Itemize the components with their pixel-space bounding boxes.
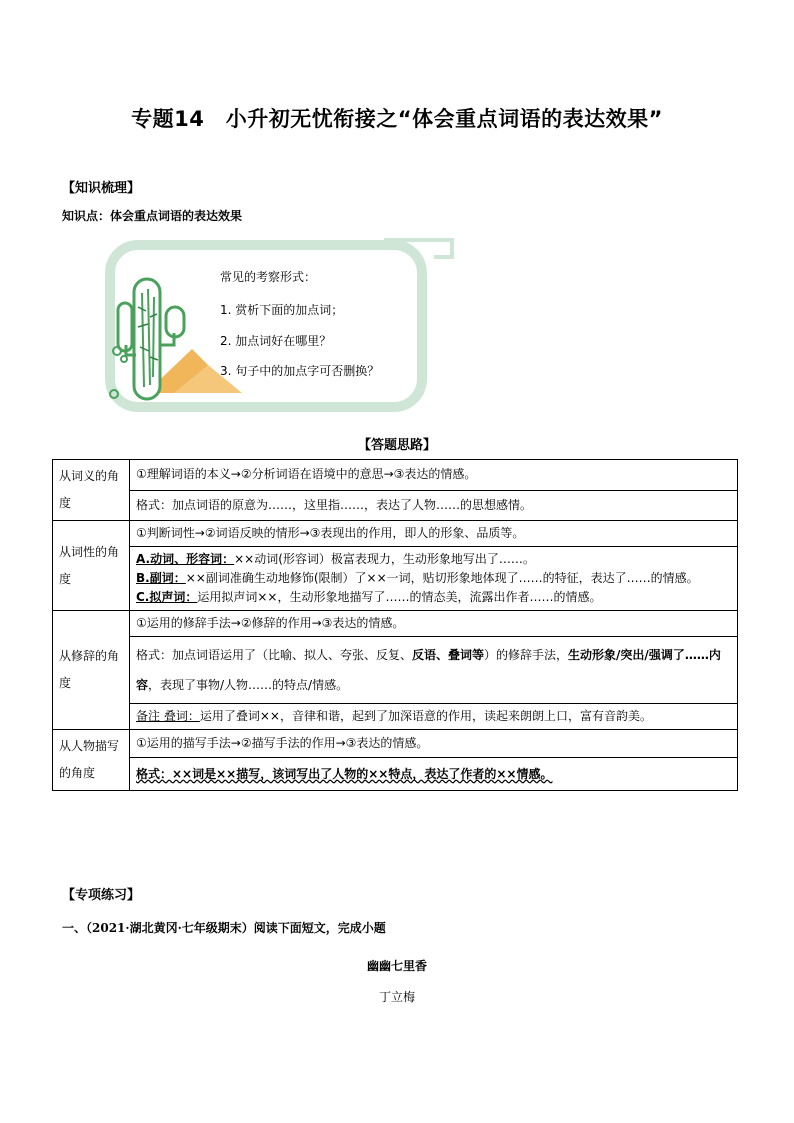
card-item: 2. 加点词好在哪里？	[220, 334, 332, 348]
answer-approach-heading: 【答题思路】	[357, 438, 436, 453]
table-row	[53, 611, 738, 637]
table-row	[53, 637, 738, 704]
line-verb-adjective: A.动词、形容词：××动词(形容词）极富表现力，生动形象地写出了……。	[136, 552, 535, 566]
question-line: 一、（2021·湖北黄冈·七年级期末）阅读下面短文，完成小题	[62, 921, 386, 935]
category-cell: 从修辞的角度	[53, 611, 130, 730]
card-item: 1. 赏析下面的加点词；	[220, 303, 344, 317]
knowledge-point: 知识点：体会重点词语的表达效果	[62, 209, 243, 223]
article-title: 幽幽七里香	[366, 959, 427, 973]
card-item: 3. 句子中的加点字可否删换？	[220, 364, 380, 378]
category-cell: 从人物描写的角度	[53, 730, 130, 791]
line-onomatopoeia: C.拟声词：运用拟声词××，生动形象地描写了……的情态美，流露出作者……的情感。	[136, 590, 602, 604]
format-cell: 格式：××词是××描写，该词写出了人物的××特点，表达了作者的××情感。	[130, 757, 738, 790]
table-row	[53, 460, 738, 491]
line-adverb: B.副词：××副词准确生动地修饰(限制）了××一词，贴切形象地体现了……的特征，表达了……的情感。	[136, 571, 699, 585]
knowledge-heading: 【知识梳理】	[62, 181, 141, 196]
answer-approach-table	[52, 459, 738, 791]
format-cell	[130, 547, 738, 611]
method-cell: ①理解词语的本义→②分析词语在语境中的意思→③表达的情感。	[130, 460, 738, 491]
table-row	[53, 757, 738, 790]
method-cell: ①运用的修辞手法→②修辞的作用→③表达的情感。	[130, 611, 738, 637]
table-row	[53, 704, 738, 730]
table-row	[53, 521, 738, 547]
table-row	[53, 547, 738, 611]
table-row	[53, 490, 738, 521]
article-author: 丁立梅	[378, 990, 415, 1004]
method-cell: ①判断词性→②词语反映的情形→③表现出的作用，即人的形象、品质等。	[130, 521, 738, 547]
table-row	[53, 730, 738, 758]
format-cell: 格式：加点词语的原意为……，这里指……，表达了人物……的思想感情。	[130, 490, 738, 521]
cactus-illustration-card	[104, 237, 456, 415]
method-cell: ①运用的描写手法→②描写手法的作用→③表达的情感。	[130, 730, 738, 758]
practice-heading: 【专项练习】	[62, 888, 141, 903]
category-cell: 从词义的角度	[53, 460, 130, 521]
note-cell: 备注 叠词：运用了叠词××，音律和谐，起到了加深语意的作用，读起来朗朗上口，富有音韵美。	[130, 704, 738, 730]
card-heading: 常见的考察形式：	[220, 270, 317, 284]
page-title: 专题14 小升初无忧衔接之“体会重点词语的表达效果”	[131, 107, 663, 131]
category-cell: 从词性的角度	[53, 521, 130, 611]
format-cell: 格式：加点词语运用了（比喻、拟人、夸张、反复、反语、叠词等）的修辞手法，生动形象/突出/强调了……内容，表现了事物/人物……的特点/情感。	[130, 637, 738, 704]
